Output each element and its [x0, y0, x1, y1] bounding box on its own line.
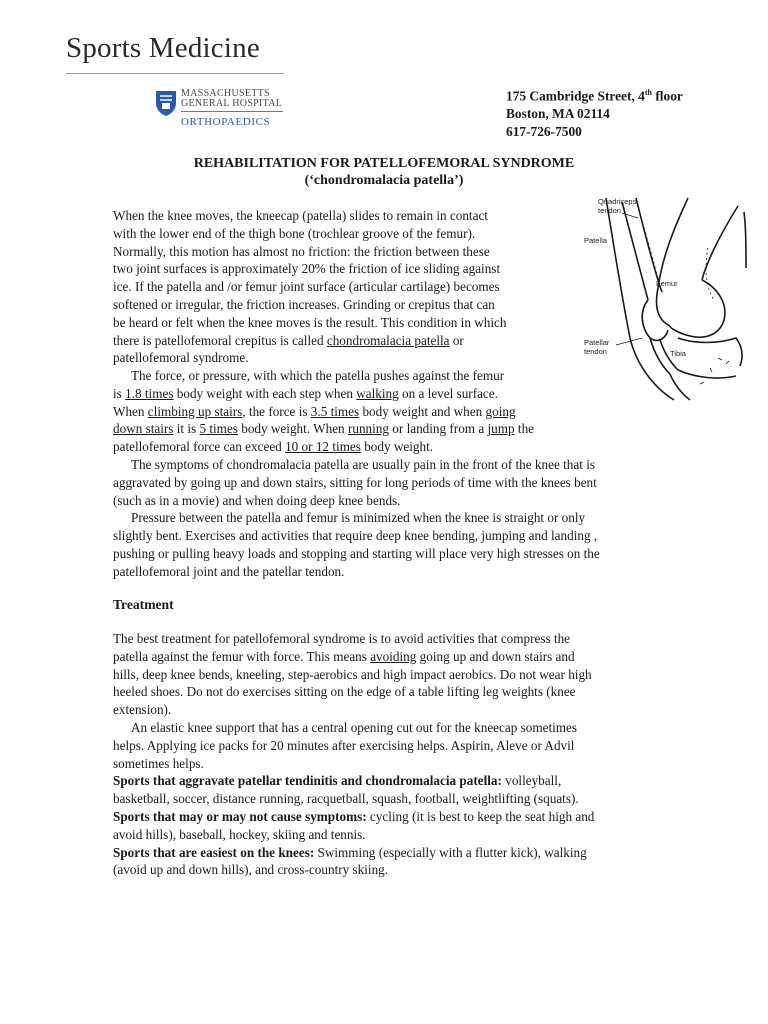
treatment-heading: Treatment — [113, 597, 174, 612]
label-patella: Patella — [584, 236, 607, 245]
hospital-name: MASSACHUSETTS GENERAL HOSPITAL — [181, 88, 283, 109]
sports-easiest: Sports that are easiest on the knees: Swimming (especially with a flutter kick), walking — [113, 844, 587, 860]
intro-paragraph: When the knee moves, the kneecap (patella) slides to remain in contact with the lower end of the thigh bone (trochlear groove of the femur). Normally, this motion has almost no friction: the friction between these two joint surfaces is approximately 20% the friction of ice sliding against ice. If the patella and /or femur joint surface (articular cartilage) becomes softened or irregular, the friction increases. Grinding or crepitus that can be heard or felt when the knee moves is the result. This condition in which there is patellofemoral crepitus is called chondromalacia patella or patellofemoral syndrome. — [113, 208, 507, 366]
mgh-shield-logo — [154, 89, 178, 117]
document-subtitle: (‘chondromalacia patella’) — [304, 173, 464, 188]
label-patellar: Patellar — [584, 338, 610, 347]
hospital-divider — [181, 111, 283, 112]
label-tibia: Tibia — [670, 349, 686, 358]
force-paragraph: The force, or pressure, with which the patella pushes against the femur is 1.8 times body weight with each step when walking on a level surface. When climbing up stairs, the force is 3.5 times body weight and when going down stairs it is 5 times body weight. When running or landing from a jump the patellofemoral force can exceed 10 or 12 times body weight. The symptoms of chondromalacia patella are usually pain in the front of the knee that is aggravated by going up and down stairs, sitting for long periods of time with the knees bent (such as in a movie) and when doing deep knee bends. Pressure between the patella and femur is minimized when the knee is straight or only slightly bent. Exercises and activities that require deep knee bending, jumping and landing , pushing or pulling heavy loads and stopping and starting will place very high stresses on the patellofemoral joint and the patellar tendon. — [113, 368, 600, 579]
brand-divider — [66, 73, 284, 74]
label-quadriceps-tendon: tendon — [598, 206, 621, 215]
treatment-paragraph: The best treatment for patellofemoral syndrome is to avoid activities that compress the patella against the femur with force. This means avoiding going up and down stairs and hills, deep knee bends, kneeling, step-aerobics and high impact aerobics. Do not wear high heeled shoes. Do not do exercises sitting on the edge of a table lifting leg weights (knee extension). An elastic knee support that has a central opening cut out for the kneecap sometimes helps. Applying ice packs for 20 minutes after exercising helps. Aspirin, Aleve or Advil sometimes helps. Sports that aggravate patellar tendinitis and chondromalacia patella: volleyball, basketball, soccer, distance running, racquetball, squash, football, weightlifting (squats). Sports that may or may not cause symptoms: cycling (it is best to keep the seat high and avoid hills), baseball, hockey, skiing and tennis. Sports that are easiest on the knees: Swimming (especially with a flutter kick), walking (avoid up and down hills), and cross-country skiing. — [113, 630, 658, 879]
label-femur: Femur — [656, 279, 678, 288]
label-quadriceps: Quadriceps — [598, 197, 637, 206]
address-block — [506, 84, 683, 141]
sports-aggravate: Sports that aggravate patellar tendinitis and chondromalacia patella: volleyball, — [113, 773, 562, 789]
address-street: 175 Cambridge Street, 4th floor — [506, 88, 683, 104]
address-city: Boston, MA 02114 — [506, 106, 610, 122]
label-patellar-tendon: tendon — [584, 347, 607, 356]
document-title: REHABILITATION FOR PATELLOFEMORAL SYNDROME — [193, 156, 575, 171]
brand-title: Sports Medicine — [66, 32, 260, 64]
address-phone: 617-726-7500 — [506, 124, 582, 140]
department-name: ORTHOPAEDICS — [181, 116, 271, 128]
sports-maybe: Sports that may or may not cause symptoms: cycling (it is best to keep the seat high and — [113, 808, 595, 824]
